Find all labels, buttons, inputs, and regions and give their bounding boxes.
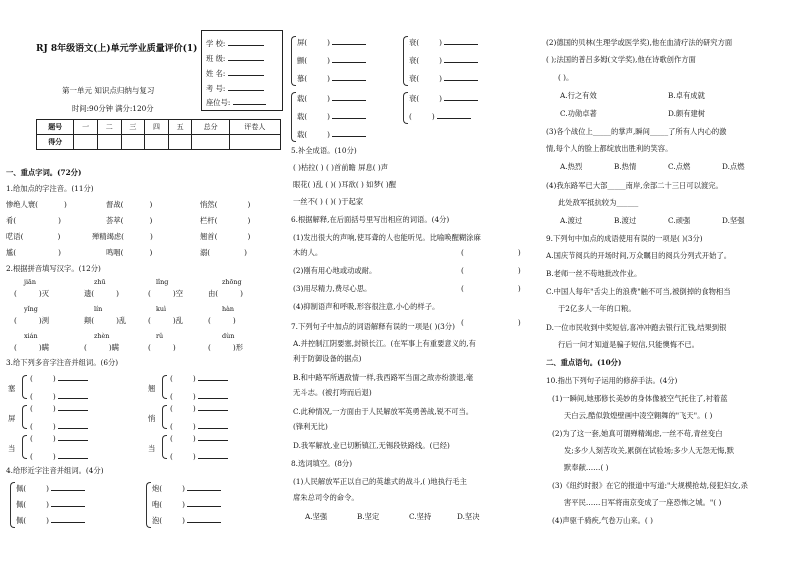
q2-word[interactable] <box>84 343 119 352</box>
answer-blank[interactable]: ( ) <box>170 402 228 413</box>
field-label: 座位号: <box>206 98 231 107</box>
paren: ( <box>14 343 17 352</box>
paren: ) <box>172 343 176 352</box>
similar-char: 慕 <box>297 74 305 83</box>
word-part: )空 <box>172 289 184 298</box>
score-input[interactable] <box>168 135 192 150</box>
score-input[interactable] <box>229 135 280 150</box>
q2-word[interactable] <box>208 343 243 352</box>
q10-item-cont[interactable]: 害平民……日军将南京变成了一座恐怖之城。"( ) <box>564 498 722 507</box>
score-input[interactable] <box>97 135 121 150</box>
word-part: )乱 <box>116 316 127 325</box>
q7-option-c[interactable]: C.此种情况,一方面由于人民解放军英勇善战,锐不可当。 <box>293 407 474 416</box>
q8-2: (2)德国的贝林(生理学或医学奖),他在血清疗法的研究方面 <box>546 38 733 47</box>
brace <box>291 92 296 142</box>
q1-row <box>6 248 61 257</box>
answer-blank[interactable]: ( ) <box>170 372 228 383</box>
q1-row <box>92 232 153 241</box>
q9-option-b[interactable]: B.老师一丝不苟地批改作业。 <box>546 269 642 278</box>
similar-char: 载 <box>297 130 305 139</box>
q1-item: 惨绝人寰( <box>6 200 39 209</box>
score-header-row <box>37 120 281 135</box>
score-cell: 一 <box>74 120 98 135</box>
poly-char: 塞 <box>8 384 16 393</box>
q1-row <box>106 200 152 209</box>
answer-blank[interactable]: ( ) <box>30 372 88 383</box>
paren: ( <box>148 316 151 325</box>
word-part: 颠( <box>84 316 95 325</box>
q1-item: ) <box>150 232 153 241</box>
similar-char: 泡 <box>152 516 160 525</box>
similar-char: 佩 <box>16 500 24 509</box>
q1-item: 翘首( <box>200 232 218 241</box>
idiom-line[interactable]: 眼花( )乱 ( )( )耳欲( ) 如梦( )醒 <box>293 180 397 189</box>
brace <box>10 482 15 528</box>
q2-word[interactable] <box>148 343 176 352</box>
question-7: 7.下列句子中加点的词语解释有误的一项是( )(3分) <box>291 322 455 331</box>
q6-item: (3)用尽精力,费尽心思。 <box>293 284 372 293</box>
q8-item: (1)人民解放军正以自己的英雄式的战斗,( )地执行毛主 <box>293 477 467 486</box>
question-4: 4.给形近字注音并组词。(4分) <box>6 466 104 475</box>
q1-row <box>200 216 250 225</box>
word-part: 洌 <box>41 316 50 325</box>
similar-char-row[interactable]: 慕( ) <box>297 72 366 83</box>
pinyin: rǔ <box>156 332 164 340</box>
q7-option-a-cont: 利于防御设备的据点) <box>293 354 362 363</box>
section-2-heading: 二、重点语句。(10分) <box>546 358 622 367</box>
q2-word[interactable] <box>84 289 119 298</box>
q1-item: ) <box>247 216 251 225</box>
idiom-line[interactable]: 一丝不( ) ( )( )于起家 <box>293 197 364 206</box>
similar-char: 载 <box>297 112 305 121</box>
pinyin: dùn <box>222 332 235 340</box>
answer-paren[interactable]: ( ) <box>461 266 521 275</box>
idiom-line[interactable]: ( )枯拉( ) ( )首前瞻 屏息( )声 <box>293 163 389 172</box>
q2-word[interactable] <box>14 289 49 298</box>
similar-char: 佩 <box>16 516 24 525</box>
similar-char: 咆 <box>152 500 160 509</box>
option-d[interactable]: D.颇有建树 <box>668 109 706 118</box>
blank-line <box>228 52 264 61</box>
similar-char-row[interactable]: 佩( ) <box>16 498 85 509</box>
paren: ( <box>208 316 211 325</box>
exam-number-field[interactable] <box>206 82 264 93</box>
option-a[interactable]: A.坚强 <box>305 512 328 521</box>
pinyin: lǐng <box>156 278 169 286</box>
option-b[interactable]: B.卓有成就 <box>668 91 705 100</box>
similar-char-row[interactable]: 载( ) <box>297 92 366 103</box>
blank-line <box>228 67 264 76</box>
poly-char: 当 <box>8 444 16 453</box>
similar-char-row[interactable]: 佩( ) <box>16 482 85 493</box>
q2-word[interactable] <box>14 343 49 352</box>
q8-4-cont: 此处敌军抵抗较为______ <box>558 198 639 207</box>
q8-2-cont: ( );法国的普吕多姆(文学奖),他在诗歌创作方面 <box>546 55 696 64</box>
q9-option-c[interactable]: C.中国人每年"舌尖上的浪费"触不可当,被倒掉的食物相当 <box>546 287 731 296</box>
right-column <box>540 0 794 561</box>
field-label: 考 号: <box>206 84 226 93</box>
pinyin: xián <box>24 332 38 340</box>
option-b[interactable]: B.渡过 <box>614 216 637 225</box>
q1-item: 尴( <box>6 248 17 257</box>
similar-char-row[interactable]: ( ) <box>409 110 471 121</box>
q9-option-a[interactable]: A.国庆节阅兵的开场时间,万众瞩目的阅兵分列式开始了。 <box>546 251 732 260</box>
q1-row <box>200 232 250 241</box>
q1-item: ) <box>58 216 62 225</box>
name-field[interactable] <box>206 67 264 78</box>
brace <box>22 405 27 429</box>
option-a[interactable]: A.渡过 <box>560 216 583 225</box>
poly-char: 悄 <box>148 414 156 423</box>
question-5: 5.补全成语。(10分) <box>291 146 357 155</box>
q6-item: (2)刚有用心地或动或耐。 <box>293 266 377 275</box>
word-part: )瞒 <box>108 343 120 352</box>
option-a[interactable]: A.热烈 <box>560 162 583 171</box>
score-cell: 总分 <box>192 120 229 135</box>
q1-item: 栏杆( <box>200 216 218 225</box>
score-table <box>36 119 281 150</box>
q2-word[interactable] <box>84 316 126 325</box>
answer-blank[interactable]: ( ) <box>170 450 228 461</box>
q1-row <box>200 248 247 257</box>
pinyin: kuì <box>156 305 167 313</box>
blank-line <box>228 82 264 91</box>
school-field[interactable] <box>206 37 264 48</box>
brace <box>403 36 408 86</box>
score-cell: 题号 <box>37 120 74 135</box>
q2-word[interactable] <box>14 316 49 325</box>
similar-char-row[interactable]: 衰( ) <box>409 92 478 103</box>
answer-paren[interactable]: ( ) <box>461 284 521 293</box>
paren: ( <box>14 289 17 298</box>
pinyin: jiān <box>24 278 36 286</box>
q1-item: 悄然( <box>200 200 218 209</box>
word-part: )乱 <box>172 316 184 325</box>
q1-row <box>106 248 152 257</box>
paren: ) <box>38 316 42 325</box>
answer-blank[interactable]: ( ) <box>170 420 228 431</box>
q1-item: ) <box>149 248 153 257</box>
question-9: 9.下列句中加点的成语使用有误的一项是( )(3分) <box>546 234 703 243</box>
pinyin: yǐng <box>24 305 38 313</box>
student-info-box <box>201 30 283 111</box>
word-part: )形 <box>232 343 244 352</box>
q1-item: ) <box>244 248 248 257</box>
q1-row <box>6 200 67 209</box>
answer-blank[interactable]: ( ) <box>30 450 88 461</box>
score-cell: 三 <box>121 120 145 135</box>
paren: ( <box>14 316 17 325</box>
answer-paren[interactable]: ( ) <box>461 318 521 327</box>
similar-char-row[interactable]: 衰( ) <box>409 54 478 65</box>
similar-char-row[interactable]: 泡( ) <box>152 514 221 525</box>
q1-item: 殚精竭虑( <box>92 232 125 241</box>
similar-char: 衰 <box>409 74 417 83</box>
score-input[interactable] <box>74 135 98 150</box>
q10-item-cont[interactable]: 默奉献……( ) <box>564 463 609 472</box>
section-1-heading: 一、重点字词。(72分) <box>6 168 82 177</box>
similar-char: 衰 <box>409 94 417 103</box>
brace <box>22 375 27 399</box>
option-d[interactable]: D.点燃 <box>722 162 745 171</box>
answer-blank[interactable]: ( ) <box>30 420 88 431</box>
similar-char: 载 <box>297 94 305 103</box>
option-c[interactable]: C.坚持 <box>409 512 432 521</box>
score-cell: 得分 <box>37 135 74 150</box>
q6-item: (4)抑制语声和呼吸,形容很注意,小心的样子。 <box>293 302 440 311</box>
pinyin: zhōng <box>222 278 242 286</box>
q6-item: 木的人。 <box>293 248 323 257</box>
exam-time: 时间:90分钟 满分:120分 <box>72 104 154 113</box>
score-cell: 四 <box>145 120 169 135</box>
pinyin: hàn <box>222 305 235 313</box>
q1-item: 呓语( <box>6 232 24 241</box>
similar-char-row[interactable]: 衰( ) <box>409 36 478 47</box>
q8-4: (4)我东路军已大部_____南岸,余部二十三日可以渡完。 <box>546 181 723 190</box>
q10-item-cont: 发;多少人刻苦攻关,累倒在试验场;多少人无怨无悔,默 <box>564 446 735 455</box>
q1-item: ) <box>149 200 153 209</box>
similar-char-row[interactable]: 佩( ) <box>16 514 85 525</box>
q2-word[interactable] <box>148 289 183 298</box>
paren: ( <box>148 289 151 298</box>
blank-line <box>228 37 264 46</box>
q7-option-b-cont: 无斗志。(被打垮而后退) <box>293 388 372 397</box>
q6-item: (1)发出很大的声响,使耳聋的人也能听见。比喻唤醒糊涂麻 <box>293 233 481 242</box>
q8-item-cont: 席朱总司令的命令。 <box>293 493 359 502</box>
brace <box>291 36 296 86</box>
question-2: 2.根据拼音填写汉字。(12分) <box>6 264 101 273</box>
score-input[interactable] <box>145 135 169 150</box>
paren: ) <box>38 343 42 352</box>
word-part: 瞒 <box>41 343 50 352</box>
q1-item: 荟萃( <box>106 216 124 225</box>
q1-item: ) <box>247 200 251 209</box>
blank-line <box>233 96 266 105</box>
q10-item[interactable]: (4)声驱千骑疾,气卷万山来。( ) <box>552 516 653 525</box>
q9-option-d[interactable]: D.一位市民收到中奖短信,喜冲冲跑去银行汇钱,结果到银 <box>546 323 727 332</box>
poly-char: 当 <box>148 444 156 453</box>
brace <box>403 92 408 124</box>
answer-blank[interactable]: ( ) <box>170 390 228 401</box>
paren: ( <box>148 343 151 352</box>
similar-char: 衰 <box>409 56 417 65</box>
seat-field[interactable] <box>206 96 266 107</box>
option-b[interactable]: B.坚定 <box>357 512 380 521</box>
pinyin: lín <box>94 305 103 313</box>
score-cell: 评卷人 <box>229 120 280 135</box>
option-c[interactable]: C.功勋卓著 <box>560 109 597 118</box>
brace <box>162 375 167 399</box>
q2-word[interactable] <box>208 289 243 298</box>
question-8: 8.选词填空。(8分) <box>291 459 353 468</box>
brace <box>22 435 27 459</box>
q7-option-a[interactable]: A.并控制江阴要塞,封锁长江。(在军事上有重要意义的,有 <box>293 339 476 348</box>
similar-char: 颤 <box>297 56 305 65</box>
q2-word[interactable] <box>208 316 236 325</box>
paren: ( <box>84 343 87 352</box>
similar-char-row[interactable]: 载( ) <box>297 128 366 139</box>
q8-3: (3)各个战位上_____的掌声,瞬间_____了所有人内心的激 <box>546 127 727 136</box>
middle-column <box>285 0 540 561</box>
answer-blank[interactable]: ( ) <box>170 432 228 443</box>
option-a[interactable]: A.行之有效 <box>560 91 597 100</box>
q7-option-d[interactable]: D.我军解放,业已切断镇江,无锡段铁路线。(已经) <box>293 441 450 450</box>
similar-char: 屏 <box>297 38 305 47</box>
q10-item-cont[interactable]: 天白云,酷似敦煌壁画中凌空翱舞的"飞天"。( ) <box>564 411 713 420</box>
similar-char-row[interactable]: 颤( ) <box>297 54 366 65</box>
option-c[interactable]: C.顽强 <box>668 216 691 225</box>
left-column <box>0 0 285 561</box>
score-value-row <box>37 135 281 150</box>
option-d[interactable]: D.坚强 <box>722 216 745 225</box>
answer-blank[interactable]: ( ) <box>30 402 88 413</box>
page-title: RJ 8年级语文(上)单元学业质量评价(1) <box>36 44 198 54</box>
brace <box>162 405 167 429</box>
brace <box>162 435 167 459</box>
q1-item: ) <box>64 200 67 209</box>
score-input[interactable] <box>121 135 145 150</box>
similar-char-row[interactable]: 载( ) <box>297 110 366 121</box>
q8-2-cont: ( )。 <box>558 73 574 82</box>
paren: ) <box>116 289 120 298</box>
word-part: 遗( <box>84 289 95 298</box>
q2-word[interactable] <box>148 316 183 325</box>
answer-blank[interactable]: ( ) <box>30 432 88 443</box>
option-b[interactable]: B.热情 <box>614 162 637 171</box>
field-label: 姓 名: <box>206 69 226 78</box>
unit-subtitle: 第一单元 知识点归纳与复习 <box>62 86 155 95</box>
question-1: 1.给加点的字注音。(11分) <box>6 184 94 193</box>
poly-char: 屏 <box>8 414 16 423</box>
similar-char-row[interactable]: 衰( ) <box>409 72 478 83</box>
q10-item: (1)一瞬间,她那修长美妙的身体像被空气托住了,衬着蓝 <box>552 394 728 403</box>
class-field[interactable] <box>206 52 264 63</box>
q1-item: 肴( <box>6 216 17 225</box>
q1-row <box>106 216 152 225</box>
option-d[interactable]: D.坚决 <box>457 512 480 521</box>
question-3: 3.给下列多音字注音并组词。(6分) <box>6 358 119 367</box>
word-part: )灭 <box>38 289 50 298</box>
q1-row <box>6 216 61 225</box>
q10-item: (3)《纽约时报》在它的报道中写道:"大规模抢劫,侵犯妇女,杀 <box>552 481 748 490</box>
paren: ( <box>208 343 211 352</box>
similar-char-row[interactable]: 屏( ) <box>297 36 366 47</box>
brace <box>146 482 151 528</box>
q9-option-d-cont: 行后一问才知道是骗子短信,只能懊悔不已。 <box>558 340 699 349</box>
q1-item: 溺( <box>200 248 211 257</box>
question-10: 10.指出下列句子运用的修辞手法。(4分) <box>546 376 678 385</box>
paren: ) <box>240 289 244 298</box>
similar-char-row[interactable]: 咆( ) <box>152 498 221 509</box>
option-c[interactable]: C.点燃 <box>668 162 691 171</box>
score-cell: 二 <box>97 120 121 135</box>
question-6: 6.根据解释,在后面括号里写出相应的词语。(4分) <box>291 215 450 224</box>
similar-char-row[interactable]: 炮( ) <box>152 482 221 493</box>
q1-item: ) <box>58 248 62 257</box>
score-cell: 五 <box>168 120 192 135</box>
pinyin: zhū <box>94 278 106 286</box>
similar-char: 佩 <box>16 484 24 493</box>
field-label: 班 级: <box>206 54 226 63</box>
word-part: 由( <box>208 289 219 298</box>
q7-option-b[interactable]: B.和中路军所遇敌情一样,我西路军当面之敌亦纷溃退,毫 <box>293 373 474 382</box>
q10-item: (2)为了这一套,她真可谓殚精竭虑,一丝不苟,青丝变白 <box>552 429 723 438</box>
similar-char: 衰 <box>409 38 417 47</box>
score-input[interactable] <box>192 135 229 150</box>
q1-item: ) <box>57 232 61 241</box>
similar-char: 炮 <box>152 484 160 493</box>
q7-option-c-cont: (锋利无比) <box>293 422 328 431</box>
q1-item: 督战( <box>106 200 124 209</box>
q9-option-c-cont: 于2亿多人一年的口粮。 <box>558 304 636 313</box>
poly-char: 翘 <box>148 384 156 393</box>
pinyin: zhèn <box>94 332 110 340</box>
q1-row <box>6 232 60 241</box>
q1-item: ) <box>247 232 251 241</box>
q1-row <box>200 200 250 209</box>
q1-item: ) <box>149 216 153 225</box>
field-label: 学 校: <box>206 39 226 48</box>
q8-3-cont: 情,每个人的脸上都绽放出胜利的笑容。 <box>546 144 673 153</box>
q1-item: 鸣咽( <box>106 248 124 257</box>
paren: ) <box>232 316 236 325</box>
answer-blank[interactable]: ( ) <box>30 390 88 401</box>
answer-paren[interactable]: ( ) <box>461 248 521 257</box>
